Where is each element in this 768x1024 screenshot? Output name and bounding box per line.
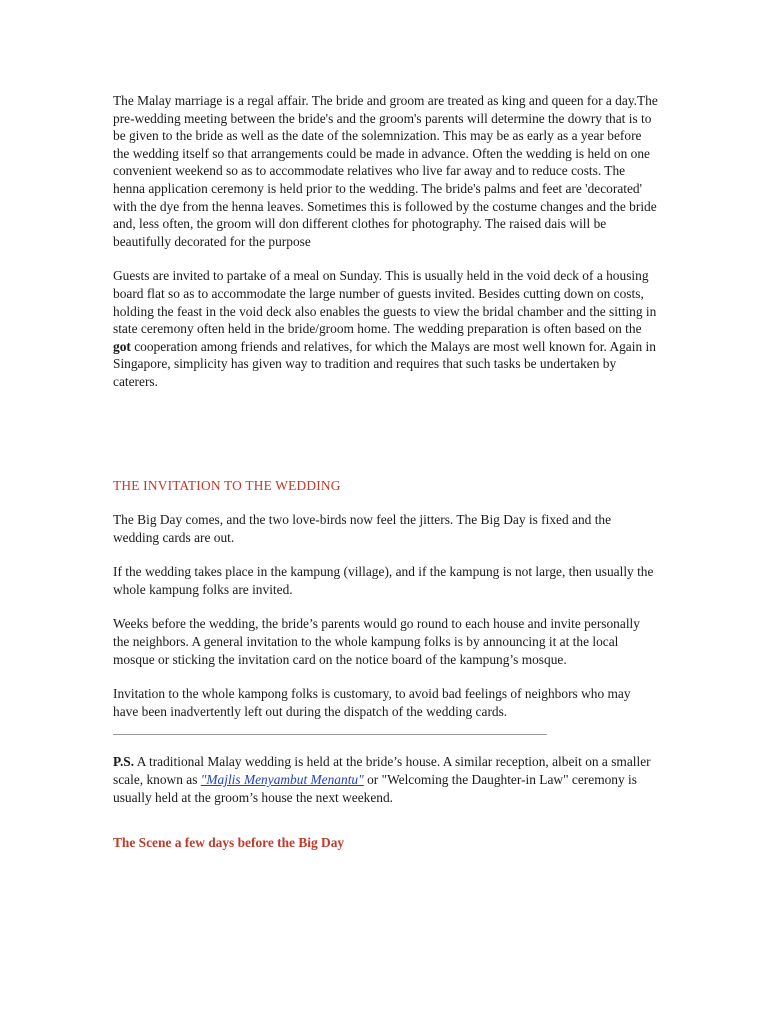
guests-bold-word: got (113, 338, 131, 354)
horizontal-divider (113, 734, 547, 735)
document-page (113, 92, 658, 852)
guests-text-start: Guests are invited to partake of a meal on Sunday. This is usually held in the void deck of a housing board flat so as to accommodate the large number of guests invited. Besides cutting down on costs, holding the feast in the void deck also enables the guests to view the bridal chamber and the sitting in state ceremony often held in the bride/groom home. The wedding preparation is often based on the (113, 268, 657, 337)
ps-text-end: or "Welcoming the Daughter-in Law" ceremony is usually held at the groom’s house the next weekend. (113, 772, 637, 805)
intro-paragraph: The Malay marriage is a regal affair. The bride and groom are treated as king and queen for a day.The pre-wedding meeting between the bride's and the groom's parents will determine the dowry that is to be given to the bride as well as the date of the solemnization. This may be as early as a year before the wedding itself so that arrangements could be made in advance. Often the wedding is held on one convenient weekend so as to accommodate relatives who live far away and to reduce costs. The henna application ceremony is held prior to the wedding. The bride's palms and feet are 'decorated' with the dye from the henna leaves. Sometimes this is followed by the costume changes and the bride and, less often, the groom will don different clothes for photography. The raised dais will be beautifully decorated for the purpose (113, 93, 658, 249)
invitation-paragraph-2: If the wedding takes place in the kampung (village), and if the kampung is not large, then usually the whole kampung folks are invited. (113, 564, 654, 597)
invitation-paragraph-1: The Big Day comes, and the two love-birds now feel the jitters. The Big Day is fixed and the wedding cards are out. (113, 512, 612, 545)
invitation-paragraph-3: Weeks before the wedding, the bride’s parents would go round to each house and invite personally the neighbors. A general invitation to the whole kampung folks is by announcing it at the local mosque or sticking the invitation card on the notice board of the kampung’s mosque. (113, 616, 640, 667)
ps-label: P.S. (113, 754, 135, 770)
guests-paragraph (113, 267, 658, 390)
invitation-paragraph-4: Invitation to the whole kampong folks is customary, to avoid bad feelings of neighbors who may have been inadvertently left out during the dispatch of the wedding cards. (113, 686, 631, 719)
invitation-heading: THE INVITATION TO THE WEDDING (113, 477, 341, 493)
scene-subheading: The Scene a few days before the Big Day (113, 835, 345, 851)
ps-paragraph (113, 753, 658, 806)
majlis-link[interactable]: "Majlis Menyambut Menantu" (200, 772, 364, 788)
guests-text-end: cooperation among friends and relatives, for which the Malays are most well known for. Again in Singapore, simplicity has given way to tradition and requires that such tasks be undertaken by caterers. (113, 338, 656, 389)
ps-text-start: A traditional Malay wedding is held at the bride’s house. A similar reception, albeit on a smaller scale, known as (113, 754, 651, 788)
